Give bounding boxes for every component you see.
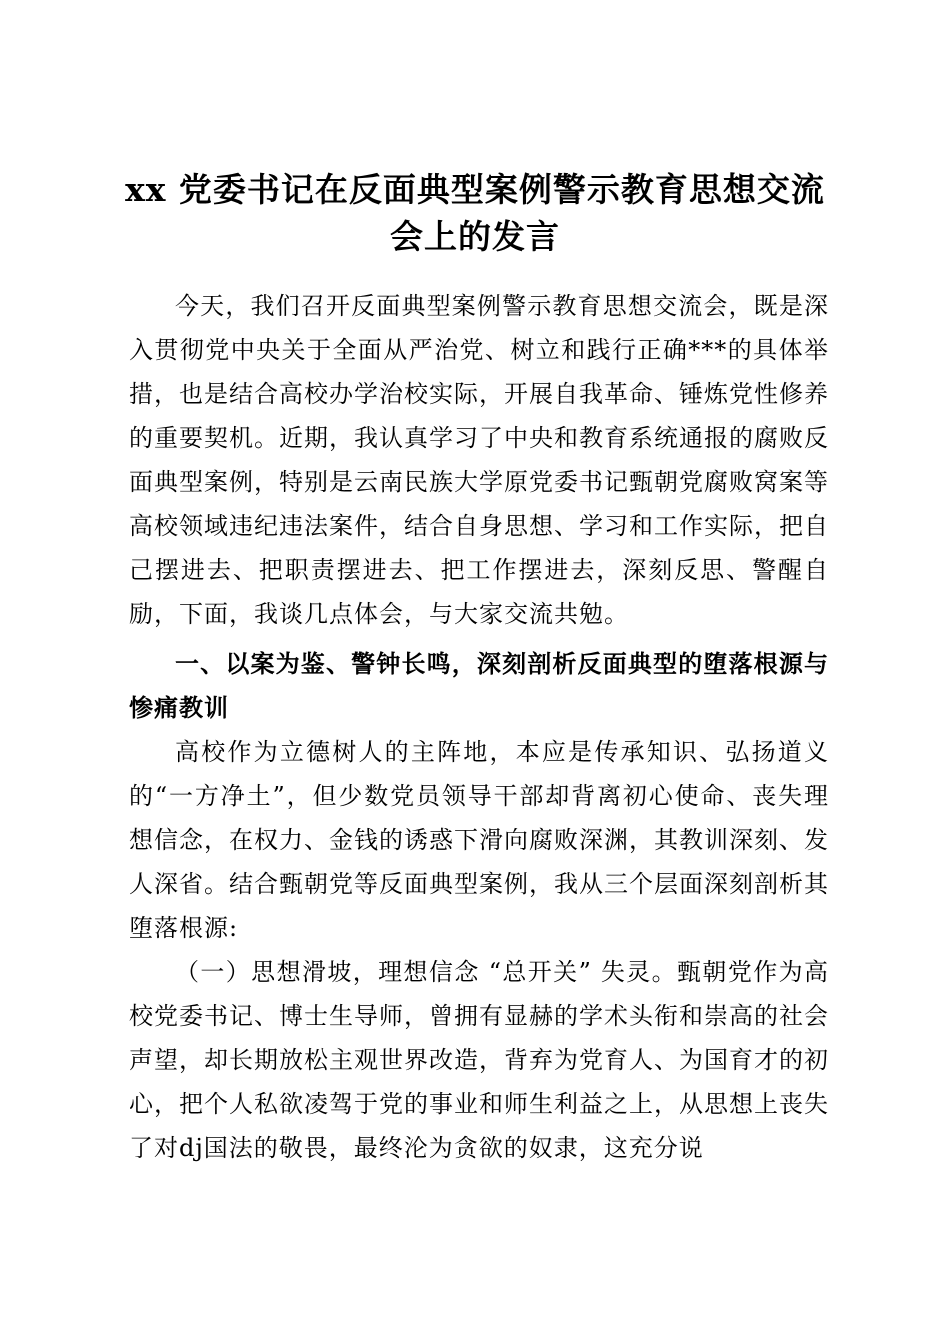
paragraph-subsection-1: （一）思想滑坡，理想信念 “总开关” 失灵。甄朝党作为高校党委书记、博士生导师，曾拥有显赫的学术头衔和崇高的社会声望，却长期放松主观世界改造，背弃为党育人、为国育才的初心，把个人私欲凌驾于党的事业和师生利益之上，从思想上丧失了对dj国法的敬畏，最终沦为贪欲的奴隶，这充分说 <box>129 958 829 1162</box>
section-heading-1: 一、以案为鉴、警钟长鸣，深刻剖析反面典型的堕落根源与惨痛教训 <box>129 649 829 722</box>
paragraph-intro: 今天，我们召开反面典型案例警示教育思想交流会，既是深入贯彻党中央关于全面从严治党、树立和践行正确***的具体举措，也是结合高校办学治校实际，开展自我革命、锤炼党性修养的重要契机。近期，我认真学习了中央和教育系统通报的腐败反面典型案例，特别是云南民族大学原党委书记甄朝党腐败窝案等高校领域违纪违法案件，结合自身思想、学习和工作实际，把自己摆进去、把职责摆进去、把工作摆进去，深刻反思、警醒自励，下面，我谈几点体会，与大家交流共勉。 <box>129 292 829 628</box>
paragraph-section-1: 高校作为立德树人的主阵地，本应是传承知识、弘扬道义的“一方净土”，但少数党员领导干部却背离初心使命、丧失理想信念，在权力、金钱的诱惑下滑向腐败深渊，其教训深刻、发人深省。结合甄朝党等反面典型案例，我从三个层面深刻剖析其堕落根源: <box>129 738 829 942</box>
document-title: xx 党委书记在反面典型案例警示教育思想交流会上的发言 <box>125 170 825 256</box>
